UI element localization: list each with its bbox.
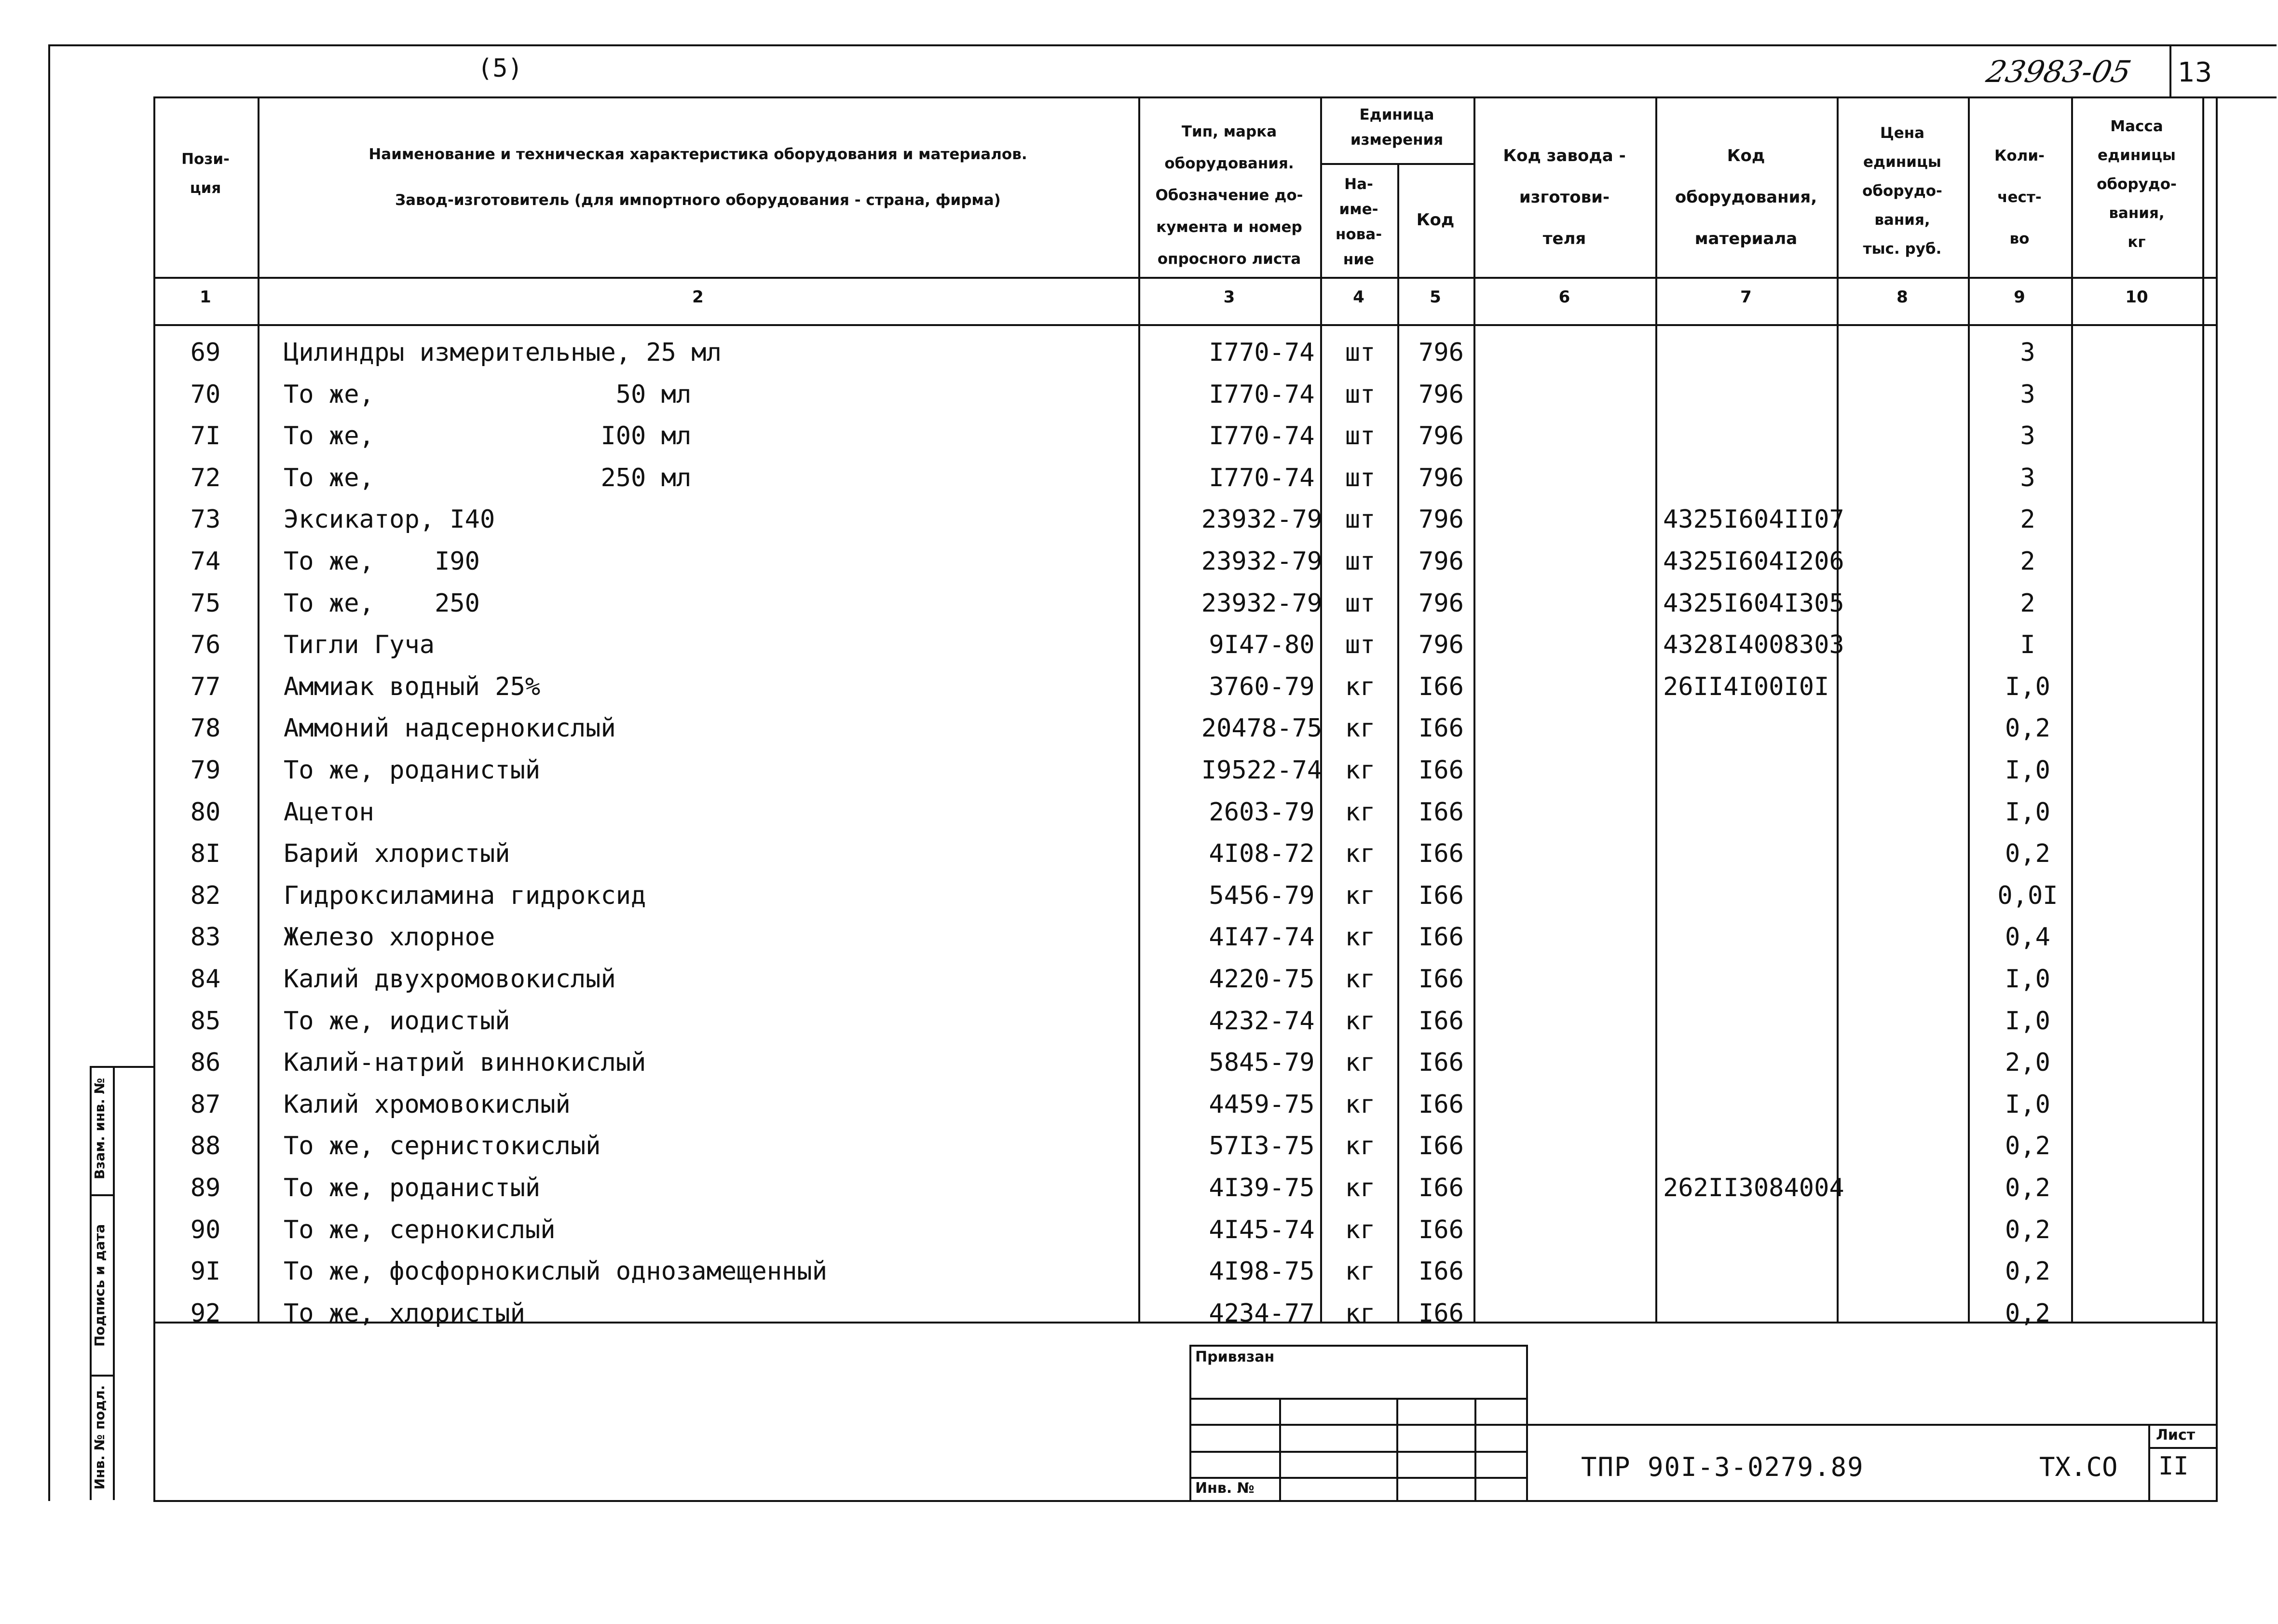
cell-quantity: 2	[2020, 588, 2035, 618]
colnum-9: 9	[2014, 287, 2025, 307]
cell-type: 20478-75	[1201, 714, 1323, 743]
cell-unit: кг	[1345, 1257, 1376, 1286]
cell-position: 79	[190, 756, 221, 785]
header-unit-code: Код	[1416, 210, 1455, 230]
stamp-mark: ТХ.СО	[2039, 1452, 2118, 1482]
cell-unit-code: I66	[1419, 839, 1464, 869]
cell-position: 7I	[190, 422, 221, 451]
cell-type: 57I3-75	[1209, 1132, 1315, 1161]
cell-unit-code: 796	[1419, 380, 1464, 409]
cell-type: 23932-79	[1201, 547, 1323, 576]
cell-equipment-code	[1661, 791, 1846, 834]
cell-unit: кг	[1345, 1215, 1376, 1244]
cell-unit: кг	[1345, 1006, 1376, 1036]
cell-position: 87	[190, 1090, 221, 1119]
cell-quantity: I,0	[2005, 797, 2050, 827]
colnum-2: 2	[692, 287, 704, 307]
table-row	[153, 456, 2218, 500]
cell-position: 73	[190, 505, 221, 534]
cell-type: I770-74	[1209, 338, 1315, 367]
table-row	[153, 749, 2218, 792]
cell-name: То же, 250 мл	[284, 463, 692, 492]
cell-name: Ацетон	[284, 797, 374, 827]
cell-name: То же, 250	[284, 588, 480, 618]
cell-name: То же, I00 мл	[284, 422, 692, 451]
cell-quantity: 0,4	[2005, 923, 2050, 952]
cell-equipment-code	[1661, 373, 1846, 416]
colnum-1: 1	[200, 287, 211, 307]
cell-unit: кг	[1345, 1132, 1376, 1161]
colnum-4: 4	[1353, 287, 1364, 307]
cell-quantity: 3	[2020, 422, 2035, 451]
cell-name: Аммиак водный 25%	[284, 672, 541, 701]
cell-unit: шт	[1345, 380, 1376, 409]
cell-position: 72	[190, 463, 221, 492]
cell-name: То же, I90	[284, 547, 480, 576]
cell-unit: шт	[1345, 338, 1376, 367]
cell-position: 83	[190, 923, 221, 952]
cell-type: I9522-74	[1201, 756, 1323, 785]
cell-quantity: I,0	[2005, 756, 2050, 785]
table-row	[153, 498, 2218, 541]
table-row	[153, 791, 2218, 834]
cell-name: Калий хромовокислый	[284, 1090, 571, 1119]
table-row	[153, 373, 2218, 416]
cell-unit: кг	[1345, 672, 1376, 701]
cell-unit: кг	[1345, 1090, 1376, 1119]
cell-type: I770-74	[1209, 463, 1315, 492]
cell-unit: шт	[1345, 463, 1376, 492]
cell-type: 2603-79	[1209, 797, 1315, 827]
cell-quantity: 0,2	[2005, 839, 2050, 869]
cell-quantity: 3	[2020, 380, 2035, 409]
cell-unit: шт	[1345, 547, 1376, 576]
table-row	[153, 957, 2218, 1001]
cell-unit-code: I66	[1419, 923, 1464, 952]
cell-type: 4I39-75	[1209, 1174, 1315, 1202]
cell-unit-code: 796	[1419, 463, 1464, 492]
cell-quantity: 3	[2020, 338, 2035, 367]
cell-type: 23932-79	[1201, 505, 1323, 534]
cell-equipment-code	[1661, 1250, 1846, 1293]
cell-unit: кг	[1345, 923, 1376, 952]
header-name-line2: Завод-изготовитель (для импортного оборудования - страна, фирма)	[395, 191, 1001, 209]
cell-unit-code: I66	[1419, 714, 1464, 743]
cell-equipment-code	[1661, 414, 1846, 458]
cell-equipment-code: 4325I604II07	[1663, 505, 1844, 534]
cell-type: 4234-77	[1209, 1298, 1315, 1328]
table-row	[153, 1041, 2218, 1084]
cell-unit-code: I66	[1419, 965, 1464, 994]
cell-position: 76	[190, 630, 221, 660]
page-number: 13	[2178, 57, 2212, 88]
header-type: Тип, марка оборудования. Обозначение до- кумента и номер опросного листа	[1155, 123, 1303, 268]
cell-unit-code: I66	[1419, 881, 1464, 910]
cell-name: Калий двухромовокислый	[284, 965, 616, 994]
cell-equipment-code	[1661, 456, 1846, 500]
cell-unit: кг	[1345, 881, 1376, 910]
cell-unit-code: 796	[1419, 588, 1464, 618]
cell-equipment-code: 4328I4008303	[1663, 630, 1844, 660]
cell-unit: кг	[1345, 797, 1376, 827]
cell-quantity: I,0	[2005, 1090, 2050, 1119]
cell-quantity: 2	[2020, 505, 2035, 534]
cell-unit: шт	[1345, 630, 1376, 660]
cell-unit-code: 796	[1419, 505, 1464, 534]
cell-name: Железо хлорное	[284, 923, 495, 952]
cell-quantity: 0,2	[2005, 1298, 2050, 1328]
stamp-doc-number: ТПР 90I-3-0279.89	[1581, 1452, 1864, 1482]
table-row	[153, 999, 2218, 1043]
table-row	[153, 1166, 2218, 1210]
cell-position: 70	[190, 380, 221, 409]
cell-quantity: 0,2	[2005, 714, 2050, 743]
cell-position: 82	[190, 881, 221, 910]
header-factory-code: Код завода - изготови- теля	[1503, 146, 1626, 248]
cell-type: 3760-79	[1209, 672, 1315, 701]
table-row	[153, 1292, 2218, 1335]
cell-quantity: 0,2	[2005, 1215, 2050, 1244]
colnum-3: 3	[1223, 287, 1235, 307]
header-unit-group: Единица измерения	[1350, 106, 1444, 149]
cell-unit-code: I66	[1419, 1048, 1464, 1078]
cell-unit: кг	[1345, 839, 1376, 869]
cell-unit-code: I66	[1419, 797, 1464, 827]
table-row	[153, 707, 2218, 750]
cell-type: I770-74	[1209, 380, 1315, 409]
table-row	[153, 1250, 2218, 1293]
cell-name: То же, 50 мл	[284, 380, 692, 409]
cell-unit: кг	[1345, 1298, 1376, 1328]
table-row	[153, 1083, 2218, 1126]
cell-equipment-code	[1661, 874, 1846, 917]
cell-position: 86	[190, 1048, 221, 1078]
colnum-8: 8	[1896, 287, 1908, 307]
header-mass: Масса единицы оборудо- вания, кг	[2097, 118, 2177, 251]
cell-unit-code: 796	[1419, 630, 1464, 660]
cell-type: 4I98-75	[1209, 1257, 1315, 1286]
cell-name: То же, сернокислый	[284, 1215, 556, 1244]
cell-type: 4I47-74	[1209, 923, 1315, 952]
cell-unit: шт	[1345, 588, 1376, 618]
cell-name: То же, сернистокислый	[284, 1132, 601, 1161]
table-row	[153, 915, 2218, 959]
cell-name: Гидроксиламина гидроксид	[284, 881, 646, 910]
cell-name: Калий-натрий виннокислый	[284, 1048, 646, 1078]
cell-position: 80	[190, 797, 221, 827]
cell-type: 5456-79	[1209, 881, 1315, 910]
stamp-sheet-number: II	[2158, 1452, 2189, 1481]
cell-unit-code: I66	[1419, 756, 1464, 785]
cell-name: То же, иодистый	[284, 1006, 510, 1036]
cell-unit: кг	[1345, 965, 1376, 994]
cell-position: 92	[190, 1298, 221, 1328]
cell-position: 75	[190, 588, 221, 618]
cell-unit-code: I66	[1419, 1298, 1464, 1328]
cell-unit: шт	[1345, 422, 1376, 451]
cell-type: 4459-75	[1209, 1090, 1315, 1119]
cell-quantity: 2	[2020, 547, 2035, 576]
cell-equipment-code: 26II4I00I0I	[1663, 672, 1829, 701]
cell-equipment-code: 262II3084004	[1663, 1174, 1844, 1202]
table-row	[153, 665, 2218, 709]
colnum-5: 5	[1430, 287, 1441, 307]
cell-unit-code: I66	[1419, 1132, 1464, 1161]
cell-name: То же, роданистый	[284, 756, 541, 785]
cell-position: 74	[190, 547, 221, 576]
side-label-inv-podl: Инв. № подл.	[92, 1385, 108, 1490]
cell-type: 9I47-80	[1209, 630, 1315, 660]
cell-unit: кг	[1345, 1048, 1376, 1078]
cell-unit: шт	[1345, 505, 1376, 534]
cell-name: Аммоний надсернокислый	[284, 714, 616, 743]
section-label: (5)	[477, 54, 523, 83]
cell-type: 4I45-74	[1209, 1215, 1315, 1244]
cell-unit-code: 796	[1419, 422, 1464, 451]
table-row	[153, 832, 2218, 875]
cell-unit: кг	[1345, 756, 1376, 785]
cell-unit-code: I66	[1419, 1174, 1464, 1202]
cell-position: 8I	[190, 839, 221, 869]
colnum-6: 6	[1558, 287, 1570, 307]
cell-equipment-code	[1661, 1208, 1846, 1252]
cell-position: 69	[190, 338, 221, 367]
cell-type: 4I08-72	[1209, 839, 1315, 869]
cell-quantity: 2,0	[2005, 1048, 2050, 1078]
cell-unit: кг	[1345, 714, 1376, 743]
cell-unit-code: 796	[1419, 338, 1464, 367]
cell-unit: кг	[1345, 1174, 1376, 1202]
cell-quantity: I,0	[2005, 672, 2050, 701]
cell-quantity: 0,2	[2005, 1132, 2050, 1161]
cell-unit-code: 796	[1419, 547, 1464, 576]
cell-equipment-code	[1661, 957, 1846, 1001]
cell-type: 4220-75	[1209, 965, 1315, 994]
table-row	[153, 331, 2218, 374]
handwritten-doc-code: 23983-05	[1983, 54, 2134, 89]
cell-position: 9I	[190, 1257, 221, 1286]
cell-type: I770-74	[1209, 422, 1315, 451]
cell-name: То же, хлористый	[284, 1298, 525, 1328]
table-row	[153, 874, 2218, 917]
cell-position: 89	[190, 1174, 221, 1202]
cell-unit-code: I66	[1419, 1090, 1464, 1119]
cell-name: Цилиндры измерительные, 25 мл	[284, 338, 722, 367]
cell-quantity: 0,2	[2005, 1257, 2050, 1286]
side-label-vzam: Взам. инв. №	[92, 1078, 108, 1180]
cell-equipment-code: 4325I604I305	[1663, 588, 1844, 618]
header-position: Пози- ция	[181, 150, 230, 197]
cell-quantity: I,0	[2005, 965, 2050, 994]
colnum-7: 7	[1740, 287, 1752, 307]
side-label-podpis: Подпись и дата	[92, 1224, 108, 1347]
cell-equipment-code	[1661, 331, 1846, 374]
cell-quantity: I	[2020, 630, 2035, 660]
cell-position: 84	[190, 965, 221, 994]
cell-type: 5845-79	[1209, 1048, 1315, 1078]
cell-unit-code: I66	[1419, 672, 1464, 701]
cell-equipment-code	[1661, 1041, 1846, 1084]
stamp-sheet-label: Лист	[2156, 1427, 2196, 1444]
cell-position: 77	[190, 672, 221, 701]
cell-equipment-code: 4325I604I206	[1663, 547, 1844, 576]
cell-equipment-code	[1661, 1083, 1846, 1126]
cell-name: Барий хлористый	[284, 839, 510, 869]
table-row	[153, 540, 2218, 583]
cell-quantity: 0,0I	[1997, 881, 2058, 910]
cell-name: Тигли Гуча	[284, 630, 435, 660]
stamp-privyazan: Привязан	[1195, 1349, 1275, 1365]
table-row	[153, 414, 2218, 458]
header-equipment-code: Код оборудования, материала	[1675, 146, 1817, 248]
header-quantity: Коли- чест- во	[1994, 147, 2045, 247]
cell-position: 85	[190, 1006, 221, 1036]
cell-equipment-code	[1661, 832, 1846, 875]
cell-unit-code: I66	[1419, 1006, 1464, 1036]
colnum-10: 10	[2125, 287, 2148, 307]
cell-position: 88	[190, 1132, 221, 1161]
cell-name: Эксикатор, I40	[284, 505, 495, 534]
cell-quantity: I,0	[2005, 1006, 2050, 1036]
header-price: Цена единицы оборудо- вания, тыс. руб.	[1862, 124, 1942, 258]
cell-equipment-code	[1661, 707, 1846, 750]
cell-unit-code: I66	[1419, 1215, 1464, 1244]
cell-equipment-code	[1661, 1124, 1846, 1168]
table-row	[153, 582, 2218, 625]
cell-equipment-code	[1661, 1292, 1846, 1335]
cell-quantity: 0,2	[2005, 1174, 2050, 1202]
cell-position: 78	[190, 714, 221, 743]
cell-quantity: 3	[2020, 463, 2035, 492]
cell-equipment-code	[1661, 915, 1846, 959]
stamp-inv-no: Инв. №	[1195, 1480, 1255, 1497]
cell-unit-code: I66	[1419, 1257, 1464, 1286]
cell-equipment-code	[1661, 749, 1846, 792]
header-name-line1: Наименование и техническая характеристика оборудования и материалов.	[368, 146, 1027, 163]
cell-equipment-code	[1661, 999, 1846, 1043]
header-unit-name: На- име- нова- ние	[1335, 176, 1382, 268]
cell-type: 4232-74	[1209, 1006, 1315, 1036]
cell-position: 90	[190, 1215, 221, 1244]
table-row	[153, 1124, 2218, 1168]
cell-name: То же, роданистый	[284, 1174, 541, 1202]
cell-name: То же, фосфорнокислый однозамещенный	[284, 1257, 828, 1286]
table-row	[153, 623, 2218, 667]
cell-type: 23932-79	[1201, 588, 1323, 618]
table-row	[153, 1208, 2218, 1252]
